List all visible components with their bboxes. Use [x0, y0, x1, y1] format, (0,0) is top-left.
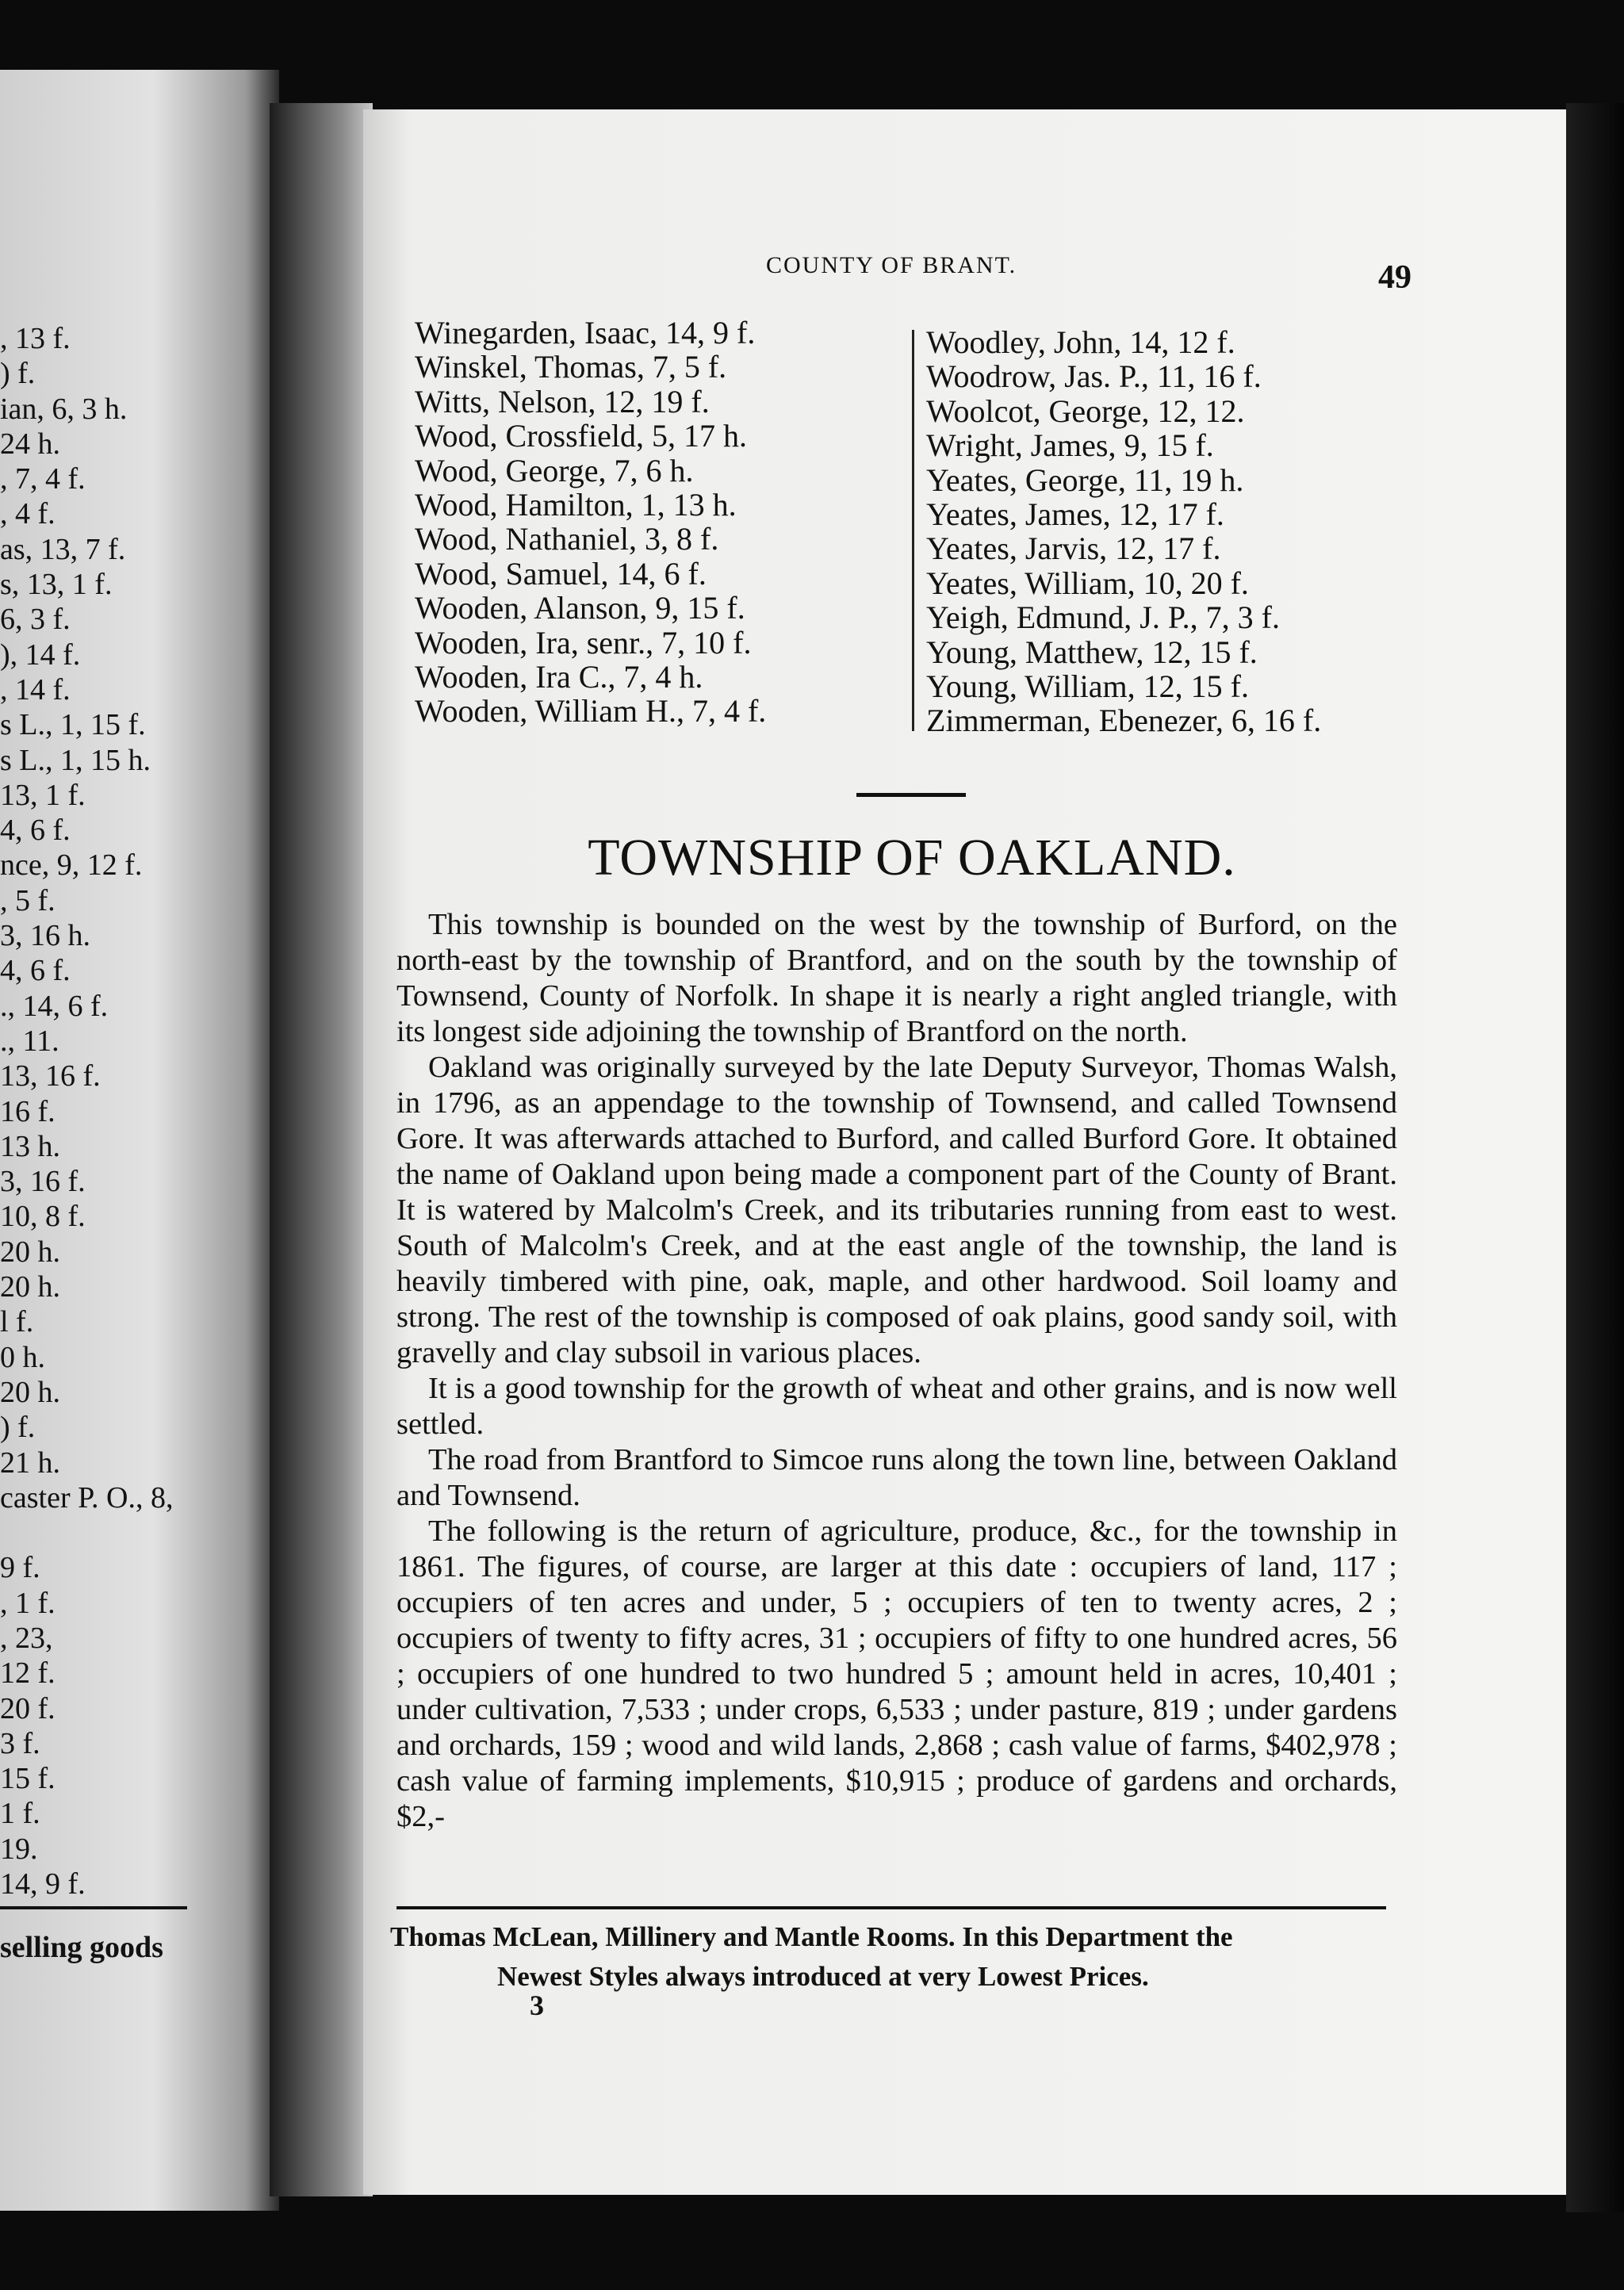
paragraph: The road from Brantford to Simcoe runs along the town line, between Oakland and Townsend.: [396, 1443, 1397, 1512]
left-page-line: 13 h.: [0, 1129, 60, 1163]
left-page-line: 13, 16 f.: [0, 1059, 101, 1093]
directory-entry: Zimmerman, Ebenezer, 6, 16 f.: [926, 703, 1322, 739]
left-page-line: 3, 16 h.: [0, 919, 90, 953]
directory-entry: Wood, George, 7, 6 h.: [415, 452, 694, 488]
directory-entry: Wooden, Alanson, 9, 15 f.: [415, 590, 745, 626]
left-page-line: ), 14 f.: [0, 638, 81, 672]
left-page-line: s L., 1, 15 f.: [0, 708, 146, 742]
left-page-line: 20 h.: [0, 1270, 60, 1304]
left-page-line: 14, 9 f.: [0, 1867, 86, 1901]
section-separator: [856, 793, 966, 797]
left-page-line: ) f.: [0, 357, 36, 391]
directory-entry: Wooden, Ira C., 7, 4 h.: [415, 658, 703, 695]
directory-entry: Woodrow, Jas. P., 11, 16 f.: [926, 358, 1262, 395]
paragraph: Oakland was originally surveyed by the late Deputy Surveyor, Thomas Walsh, in 1796, as an appendage to the township of Townsend, and called Townsend Gore. It was afterwards attached to Burford, and called Burford Gore. It obtained the name of Oakland upon being made a component part of the County of Brant. It is watered by Malcolm's Creek, and its tributaries running from east to west. South of Malcolm's Creek, and at the east angle of the township, the land is heavily timbered with pine, oak, maple, and other hardwood. Soil loamy and strong. The rest of the township is composed of oak plains, good sandy soil, with gravelly and clay subsoil in various places.: [396, 1051, 1397, 1369]
left-page-footer: selling goods: [0, 1931, 163, 1964]
left-page-line: 0 h.: [0, 1340, 45, 1374]
left-page-line: 21 h.: [0, 1446, 60, 1480]
left-page-line: 3 f.: [0, 1726, 40, 1760]
left-page-line: 20 h.: [0, 1235, 60, 1269]
left-page-line: s, 13, 1 f.: [0, 568, 113, 602]
signature-mark: 3: [530, 1989, 544, 2021]
section-title: TOWNSHIP OF OAKLAND.: [588, 829, 1236, 887]
left-page-line: , 4 f.: [0, 497, 56, 531]
left-page-line: 13, 1 f.: [0, 778, 86, 812]
left-page-line: 24 h.: [0, 427, 60, 461]
directory-entry: Wood, Nathaniel, 3, 8 f.: [415, 521, 719, 557]
left-page-rule: [0, 1906, 187, 1909]
advertisement-footer: [390, 1917, 1396, 1997]
left-page-line: 9 f.: [0, 1551, 40, 1585]
directory-entry: Yeates, George, 11, 19 h.: [926, 461, 1244, 498]
left-page-line: as, 13, 7 f.: [0, 532, 126, 566]
left-page-line: 15 f.: [0, 1762, 56, 1796]
left-page-line: l f.: [0, 1305, 34, 1339]
left-page-line: , 14 f.: [0, 672, 71, 707]
page-number: 49: [1378, 259, 1411, 296]
directory-entry: Yeates, Jarvis, 12, 17 f.: [926, 530, 1221, 567]
directory-entry: Wood, Hamilton, 1, 13 h.: [415, 486, 737, 523]
directory-entry: Yeates, William, 10, 20 f.: [926, 565, 1249, 601]
left-page-line: ) f.: [0, 1411, 36, 1445]
column-divider: [912, 330, 914, 731]
left-page-line: ., 11.: [0, 1024, 59, 1058]
left-page-line: , 5 f.: [0, 883, 56, 917]
left-page-line: 1 f.: [0, 1797, 40, 1831]
left-page-line: , 1 f.: [0, 1586, 56, 1620]
left-page-line: 20 f.: [0, 1691, 56, 1725]
left-page-line: , 7, 4 f.: [0, 462, 86, 496]
advertisement-line-1: Thomas McLean, Millinery and Mantle Rooms. In this Department the: [390, 1921, 1233, 1952]
left-page-line: 12 f.: [0, 1656, 56, 1691]
left-page-text: [0, 321, 262, 1901]
directory-entry: Woolcot, George, 12, 12.: [926, 393, 1245, 429]
directory-column-2: [926, 325, 1370, 738]
paragraph: It is a good township for the growth of wheat and other grains, and is now well settled.: [396, 1372, 1397, 1441]
left-page-line: 6, 3 f.: [0, 603, 71, 637]
left-page-line: 19.: [0, 1832, 38, 1866]
advertisement-line-2: Newest Styles always introduced at very Lowest Prices.: [497, 1961, 1149, 1992]
directory-entry: Yeigh, Edmund, J. P., 7, 3 f.: [926, 599, 1280, 636]
left-page-line: 3, 16 f.: [0, 1165, 86, 1199]
directory-entry: Wooden, Ira, senr., 7, 10 f.: [415, 624, 752, 661]
left-page-line: ., 14, 6 f.: [0, 989, 109, 1023]
directory-entry: Wood, Samuel, 14, 6 f.: [415, 555, 707, 592]
directory-entry: Winegarden, Isaac, 14, 9 f.: [415, 315, 756, 350]
footer-rule: [396, 1906, 1386, 1909]
paragraph: This township is bounded on the west by the township of Burford, on the north-east by the township of Brantford, and on the south by the township of Townsend, County of Norfolk. In shape it is nearly a right angled triangle, with its longest side adjoining the township of Brantford on the north.: [396, 908, 1397, 1048]
directory-entry: Winskel, Thomas, 7, 5 f.: [415, 349, 727, 385]
left-page-line: 10, 8 f.: [0, 1200, 86, 1234]
left-page-line: 16 f.: [0, 1094, 56, 1128]
left-page-line: 4, 6 f.: [0, 814, 71, 848]
left-page-line: 4, 6 f.: [0, 954, 71, 988]
left-page-line: , 23,: [0, 1621, 53, 1655]
running-header: COUNTY OF BRANT.: [766, 252, 1017, 278]
page-edge-shadow: [1566, 103, 1624, 2212]
section-body: [396, 907, 1397, 1835]
left-page-line: , 13 f.: [0, 322, 71, 355]
directory-entry: Wooden, William H., 7, 4 f.: [415, 693, 767, 730]
directory-entry: Young, Matthew, 12, 15 f.: [926, 634, 1258, 670]
left-page-line: nce, 9, 12 f.: [0, 848, 143, 883]
directory-entry: Wood, Crossfield, 5, 17 h.: [415, 418, 747, 454]
directory-entry: Yeates, James, 12, 17 f.: [926, 496, 1224, 532]
left-page-line: ian, 6, 3 h.: [0, 392, 128, 426]
left-page-line: 20 h.: [0, 1375, 60, 1409]
directory-entry: Woodley, John, 14, 12 f.: [926, 324, 1235, 360]
directory-column-1: [415, 316, 859, 729]
left-page-line: [0, 1515, 262, 1550]
left-page-line: caster P. O., 8,: [0, 1480, 174, 1515]
directory-entry: Young, William, 12, 15 f.: [926, 668, 1249, 704]
directory-entry: Wright, James, 9, 15 f.: [926, 427, 1214, 464]
paragraph: The following is the return of agriculture, produce, &c., for the township in 1861. The figures, of course, are larger at this date : occupiers of land, 117 ; occupiers of ten acres and under, 5 ; occupiers of ten to twenty acres, 2 ; occupiers of twenty to fifty acres, 31 ; occupiers of fifty to one hundred acres, 56 ; occupiers of one hundred to two hundred 5 ; amount held in acres, 10,401 ; under cultivation, 7,533 ; under crops, 6,533 ; under pasture, 819 ; under gardens and orchards, 159 ; wood and wild lands, 2,868 ; cash value of farms, $402,978 ; cash value of farming implements, $10,915 ; produce of gardens and orchards, $2,-: [396, 1515, 1397, 1833]
book-gutter: [270, 103, 373, 2196]
directory-entry: Witts, Nelson, 12, 19 f.: [415, 383, 710, 419]
left-page-line: s L., 1, 15 h.: [0, 743, 151, 777]
